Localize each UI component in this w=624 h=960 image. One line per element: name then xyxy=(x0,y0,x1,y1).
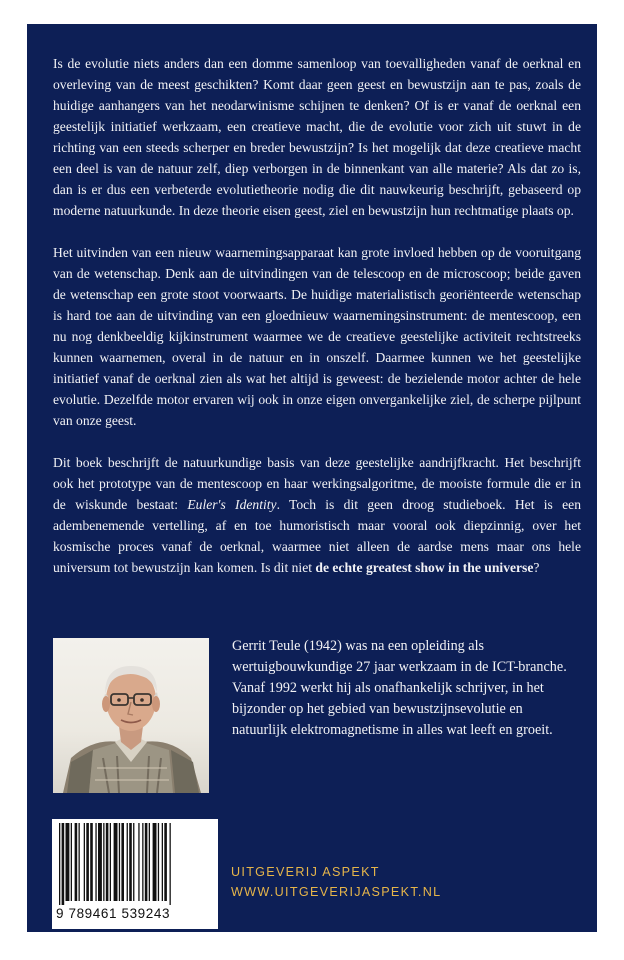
paragraph-3-bold: de echte greatest show in the universe xyxy=(315,560,534,575)
publisher-url[interactable]: WWW.UITGEVERIJASPEKT.NL xyxy=(231,885,442,899)
paragraph-3-italic: Euler's Identity xyxy=(187,497,277,512)
paragraph-3 xyxy=(53,452,581,578)
isbn-number: 9 789461 539243 xyxy=(56,906,171,921)
author-photo xyxy=(53,638,209,793)
paragraph-1: Is de evolutie niets anders dan een domme samenloop van toevalligheden vanaf de oerknal en overleving van de meest geschikten? Komt daar geen geest en bewustzijn aan te pas, zoals de huidige aanhangers van het neodarwinisme schijnen te denken? Of is er vanaf de oerknal een geestelijk initiatief werkzaam, een creatieve macht, die de evolutie voor zich uit stuwt in de richting van een steeds scherper en breder bewustzijn? Is het mogelijk dat deze creatieve macht een deel is van de natuur zelf, diep verborgen in de binnenkant van alle materie? Als dat zo is, dan is er dus een verbeterde evolutietheorie nodig die dit nauwkeurig beschrijft, gebaseerd op moderne natuurkunde. In deze theorie eisen geest, ziel en bewustzijn hun rechtmatige plaats op. xyxy=(53,56,581,218)
blurb-text xyxy=(53,53,581,578)
paragraph-3-text-b: . Toch is dit geen droog studieboek. Het is een adembenemende vertelling, af en toe humoristisch maar vooral ook diepzinnig, over het kosmische proces vanaf de oerknal, waarmee niet alleen de aardse mens maar ons hele universum tot bewustzijn kan komen. Is dit niet xyxy=(53,497,581,575)
paragraph-2: Het uitvinden van een nieuw waarnemingsapparaat kan grote invloed hebben op de vooruitgang van de wetenschap. Denk aan de uitvindingen van de telescoop en de microscoop; beide gaven de wetenschap een grote stoot voorwaarts. De huidige materialistisch georiënteerde wetenschap is hard toe aan de uitvinding van een gloednieuw waarnemingsinstrument: de mentescoop, een nu nog denkbeeldig kijkinstrument waarmee we de creatieve geestelijke activiteit rechtstreeks kunnen waarnemen, overal in de natuur en in onszelf. Daarmee kunnen we het geestelijke initiatief vanaf de oerknal zien als wat het altijd is geweest: de bezielende motor achter de hele evolutie. Dezelfde motor ervaren wij ook in onze eigen onvergankelijke ziel, de scherpe pijlpunt van onze geest. xyxy=(53,245,581,428)
publisher-block xyxy=(231,862,441,902)
paragraph-3-text-a: Dit boek beschrijft de natuurkundige basis van deze geestelijke aandrijfkracht. Het beschrijft ook het prototype van de mentescoop en haar werkingsalgoritme, de mooiste formule die er in de wiskunde bestaat: xyxy=(53,455,581,512)
paragraph-3-text-c: ? xyxy=(533,560,540,575)
barcode-bars xyxy=(56,823,214,905)
isbn-barcode xyxy=(52,819,218,929)
author-bio-text: Gerrit Teule (1942) was na een opleiding als wertuigbouwkundige 27 jaar werkzaam in de ICT-branche. Vanaf 1992 werkt hij als onafhankelijk schrijver, in het bijzonder op het gebied van bewustzijnsevolutie en natuurlijk elektromagnetisme in alles wat leeft en groeit. xyxy=(232,638,567,738)
author-portrait-illustration xyxy=(53,638,209,793)
author-bio xyxy=(232,636,577,741)
publisher-name: UITGEVERIJ ASPEKT xyxy=(231,865,380,879)
back-cover xyxy=(27,24,597,932)
